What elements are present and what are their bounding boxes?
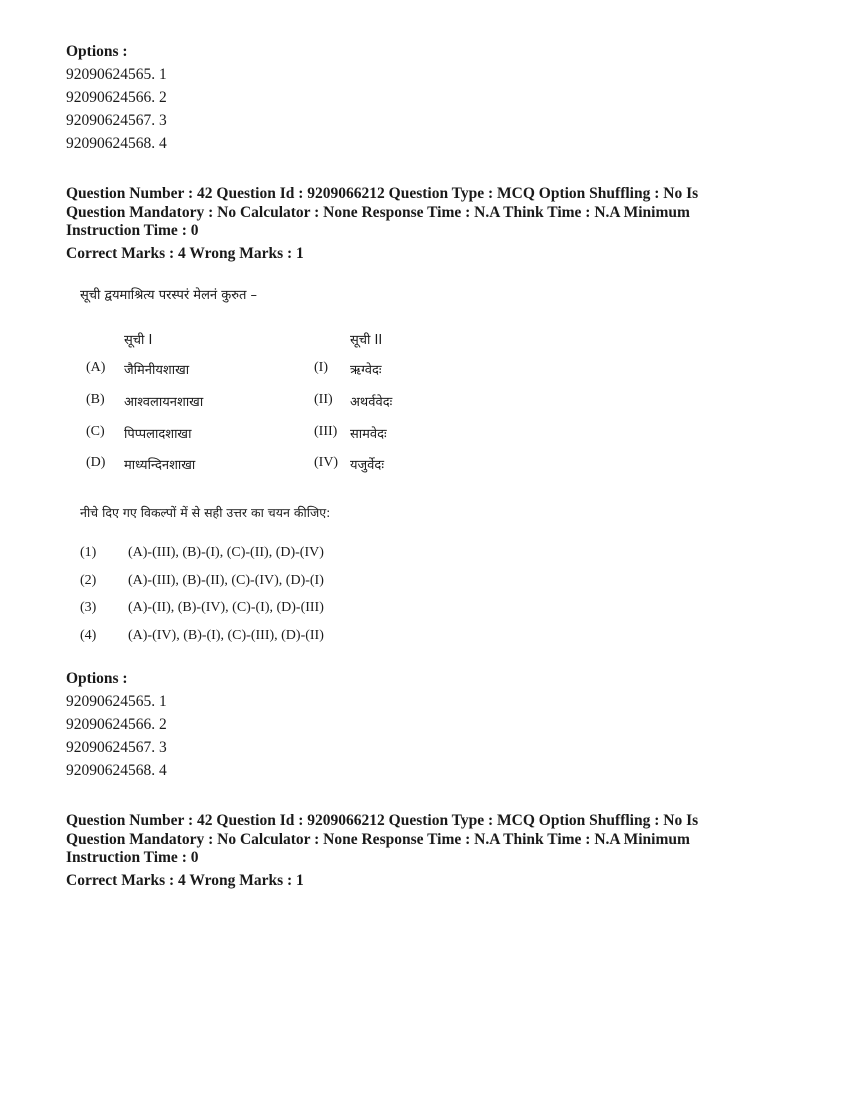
match-row	[78, 392, 498, 412]
answer-choice	[80, 573, 480, 593]
answer-choice	[80, 600, 480, 620]
left-text: माध्यन्दिनशाखा	[124, 458, 196, 473]
match-row	[78, 424, 498, 444]
options-heading: Options :	[66, 670, 128, 687]
choice-number: (3)	[80, 600, 97, 615]
option-item: 92090624566. 2	[66, 89, 167, 106]
list-2-header: सूची II	[350, 333, 383, 348]
match-row	[78, 455, 498, 475]
right-text: सामवेदः	[350, 427, 387, 442]
choice-text: (A)-(III), (B)-(I), (C)-(II), (D)-(IV)	[128, 545, 324, 560]
list-1-header: सूची I	[124, 333, 153, 348]
left-label: (D)	[86, 455, 106, 470]
choice-number: (4)	[80, 628, 97, 643]
meta-line: Question Mandatory : No Calculator : None Response Time : N.A Think Time : N.A Minimum	[66, 203, 690, 221]
option-item: 92090624566. 2	[66, 716, 167, 733]
options-heading: Options :	[66, 43, 128, 60]
option-item: 92090624568. 4	[66, 135, 167, 152]
left-label: (A)	[86, 360, 106, 375]
choice-number: (1)	[80, 545, 97, 560]
meta-line: Question Mandatory : No Calculator : None Response Time : N.A Think Time : N.A Minimum	[66, 830, 690, 848]
choice-text: (A)-(III), (B)-(II), (C)-(IV), (D)-(I)	[128, 573, 324, 588]
choice-text: (A)-(IV), (B)-(I), (C)-(III), (D)-(II)	[128, 628, 324, 643]
question-meta	[66, 185, 786, 263]
left-text: पिप्पलादशाखा	[124, 427, 192, 442]
right-text: यजुर्वेदः	[350, 458, 384, 473]
answer-choice	[80, 545, 480, 565]
option-item: 92090624567. 3	[66, 739, 167, 756]
right-label: (IV)	[314, 455, 339, 470]
question-stem: सूची द्वयमाश्रित्य परस्परं मेलनं कुरुत –	[80, 288, 258, 303]
right-text: ऋग्वेदः	[350, 363, 382, 378]
meta-line: Instruction Time : 0	[66, 222, 199, 239]
choice-text: (A)-(II), (B)-(IV), (C)-(I), (D)-(III)	[128, 600, 324, 615]
meta-line: Question Number : 42 Question Id : 9209066212 Question Type : MCQ Option Shuffling : No Is	[66, 812, 699, 829]
left-label: (C)	[86, 424, 105, 439]
option-item: 92090624568. 4	[66, 762, 167, 779]
left-text: आश्वलायनशाखा	[124, 395, 204, 410]
option-item: 92090624565. 1	[66, 66, 167, 83]
meta-line: Instruction Time : 0	[66, 849, 199, 866]
meta-line: Question Number : 42 Question Id : 9209066212 Question Type : MCQ Option Shuffling : No Is	[66, 185, 699, 202]
right-label: (III)	[314, 424, 338, 439]
option-item: 92090624565. 1	[66, 693, 167, 710]
options-list-bottom	[66, 667, 786, 782]
question-instruction: नीचे दिए गए विकल्पों में से सही उत्तर का चयन कीजिए:	[80, 505, 331, 520]
option-item: 92090624567. 3	[66, 112, 167, 129]
marks-line: Correct Marks : 4 Wrong Marks : 1	[66, 871, 304, 889]
left-text: जैमिनीयशाखा	[124, 363, 190, 378]
question-meta-bottom	[66, 812, 786, 890]
choice-number: (2)	[80, 573, 97, 588]
options-list-top	[66, 40, 786, 155]
match-row	[78, 360, 498, 380]
marks-line: Correct Marks : 4 Wrong Marks : 1	[66, 244, 304, 262]
answer-choice	[80, 628, 480, 648]
left-label: (B)	[86, 392, 105, 407]
right-text: अथर्ववेदः	[350, 395, 393, 410]
right-label: (I)	[314, 360, 328, 375]
right-label: (II)	[314, 392, 333, 407]
